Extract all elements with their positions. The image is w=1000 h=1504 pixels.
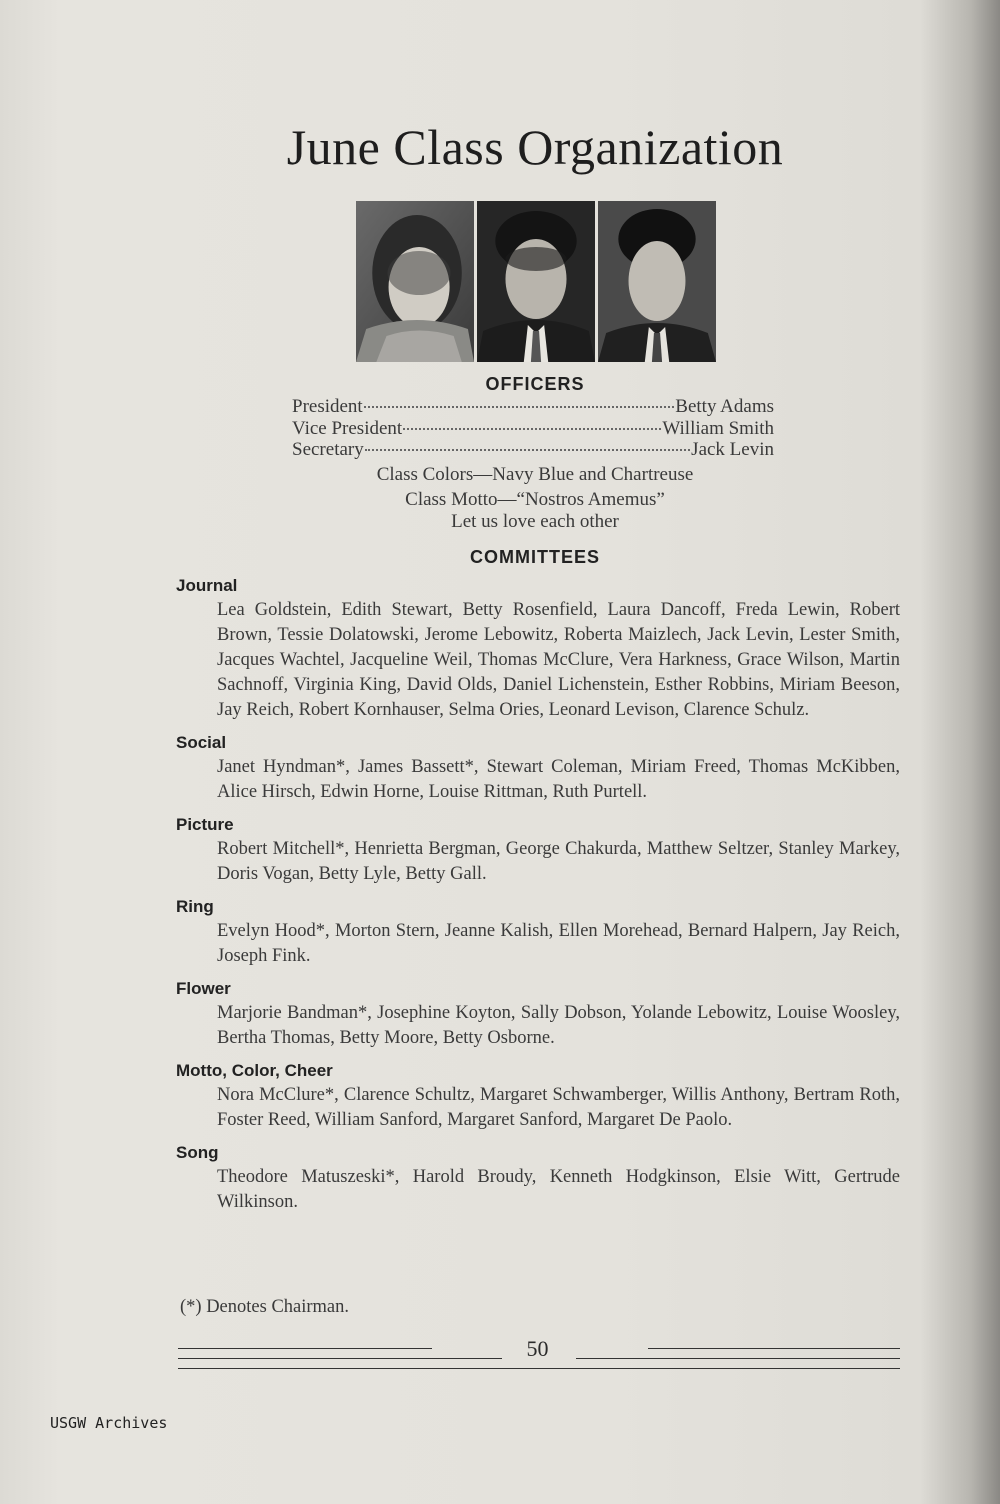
- committee-name: Flower: [176, 979, 231, 998]
- committee-social: [176, 731, 900, 805]
- officer-role: Secretary: [292, 439, 364, 460]
- committee-name: Ring: [176, 897, 214, 916]
- committee-name: Journal: [176, 576, 238, 595]
- committees-heading: COMMITTEES: [470, 547, 600, 567]
- officer-name: William Smith: [662, 417, 774, 439]
- class-motto: Class Motto—“Nostros Amemus”: [405, 489, 665, 510]
- officer-row: [292, 396, 774, 418]
- committee-members: Theodore Matuszeski*, Harold Broudy, Kenneth Hodgkinson, Elsie Witt, Gertrude Wilkinson.: [217, 1167, 900, 1212]
- committee-flower: [176, 977, 900, 1051]
- officer-row: [292, 418, 774, 440]
- officer-role: President: [292, 396, 363, 417]
- officers-list: [292, 396, 774, 461]
- committees-list: [176, 574, 900, 1223]
- committee-members: Lea Goldstein, Edith Stewart, Betty Rosenfield, Laura Dancoff, Freda Lewin, Robert Brown, Tessie Dolatowski, Jerome Lebowitz, Roberta Maizlech, Jack Levin, Lester Smith, Jacques Wachtel, Jacqueline Weil, Thomas McClure, Vera Harkness, Grace Wilson, Martin Sachnoff, Virginia King, David Olds, Daniel Lichenstein, Esther Robbins, Miriam Beeson, Jay Reich, Robert Kornhauser, Selma Ories, Leonard Levison, Clarence Schulz.: [217, 600, 900, 720]
- page-title: June Class Organization: [286, 119, 784, 175]
- committee-name: Picture: [176, 815, 234, 834]
- motto-translation: Let us love each other: [451, 511, 619, 532]
- committee-members: Evelyn Hood*, Morton Stern, Jeanne Kalish, Ellen Morehead, Bernard Halpern, Jay Reich, Joseph Fink.: [217, 921, 900, 966]
- committee-song: [176, 1141, 900, 1215]
- archive-credit: USGW Archives: [50, 1414, 168, 1432]
- officer-name: Jack Levin: [691, 439, 774, 460]
- officer-row: [292, 439, 774, 461]
- officer-photos: [356, 201, 716, 362]
- committee-members: Robert Mitchell*, Henrietta Bergman, George Chakurda, Matthew Seltzer, Stanley Markey, Doris Vogan, Betty Lyle, Betty Gall.: [217, 839, 900, 884]
- officer-role: Vice President: [292, 417, 403, 439]
- portrait-man-photo: [598, 201, 716, 362]
- committee-members: Nora McClure*, Clarence Schultz, Margaret Schwamberger, Willis Anthony, Bertram Roth, Foster Reed, William Sanford, Margaret Sanford, Margaret De Paolo.: [217, 1085, 900, 1130]
- leader-dots: [365, 449, 690, 451]
- committee-members: Janet Hyndman*, James Bassett*, Stewart Coleman, Miriam Freed, Thomas McKibben, Alice Hirsch, Edwin Horne, Louise Rittman, Ruth Purtell.: [217, 757, 900, 802]
- committee-ring: [176, 895, 900, 969]
- committee-name: Motto, Color, Cheer: [176, 1061, 333, 1080]
- rule-line: [178, 1368, 900, 1369]
- officer-name: Betty Adams: [675, 396, 774, 417]
- leader-dots: [364, 406, 675, 408]
- committee-members: Marjorie Bandman*, Josephine Koyton, Sally Dobson, Yolande Lebowitz, Louise Woosley, Bertha Thomas, Betty Moore, Betty Osborne.: [217, 1003, 900, 1048]
- portrait-woman-photo: [356, 201, 474, 362]
- portrait-man-photo: [477, 201, 595, 362]
- officers-heading: OFFICERS: [485, 374, 585, 394]
- committee-name: Social: [176, 733, 227, 752]
- leader-dots: [403, 428, 661, 430]
- committee-picture: [176, 813, 900, 887]
- chairman-note: (*) Denotes Chairman.: [180, 1297, 350, 1317]
- committee-journal: [176, 574, 900, 723]
- page-number: 50: [526, 1336, 549, 1361]
- committee-motto-color-cheer: [176, 1059, 900, 1133]
- committee-name: Song: [176, 1143, 219, 1162]
- class-colors: Class Colors—Navy Blue and Chartreuse: [376, 464, 694, 485]
